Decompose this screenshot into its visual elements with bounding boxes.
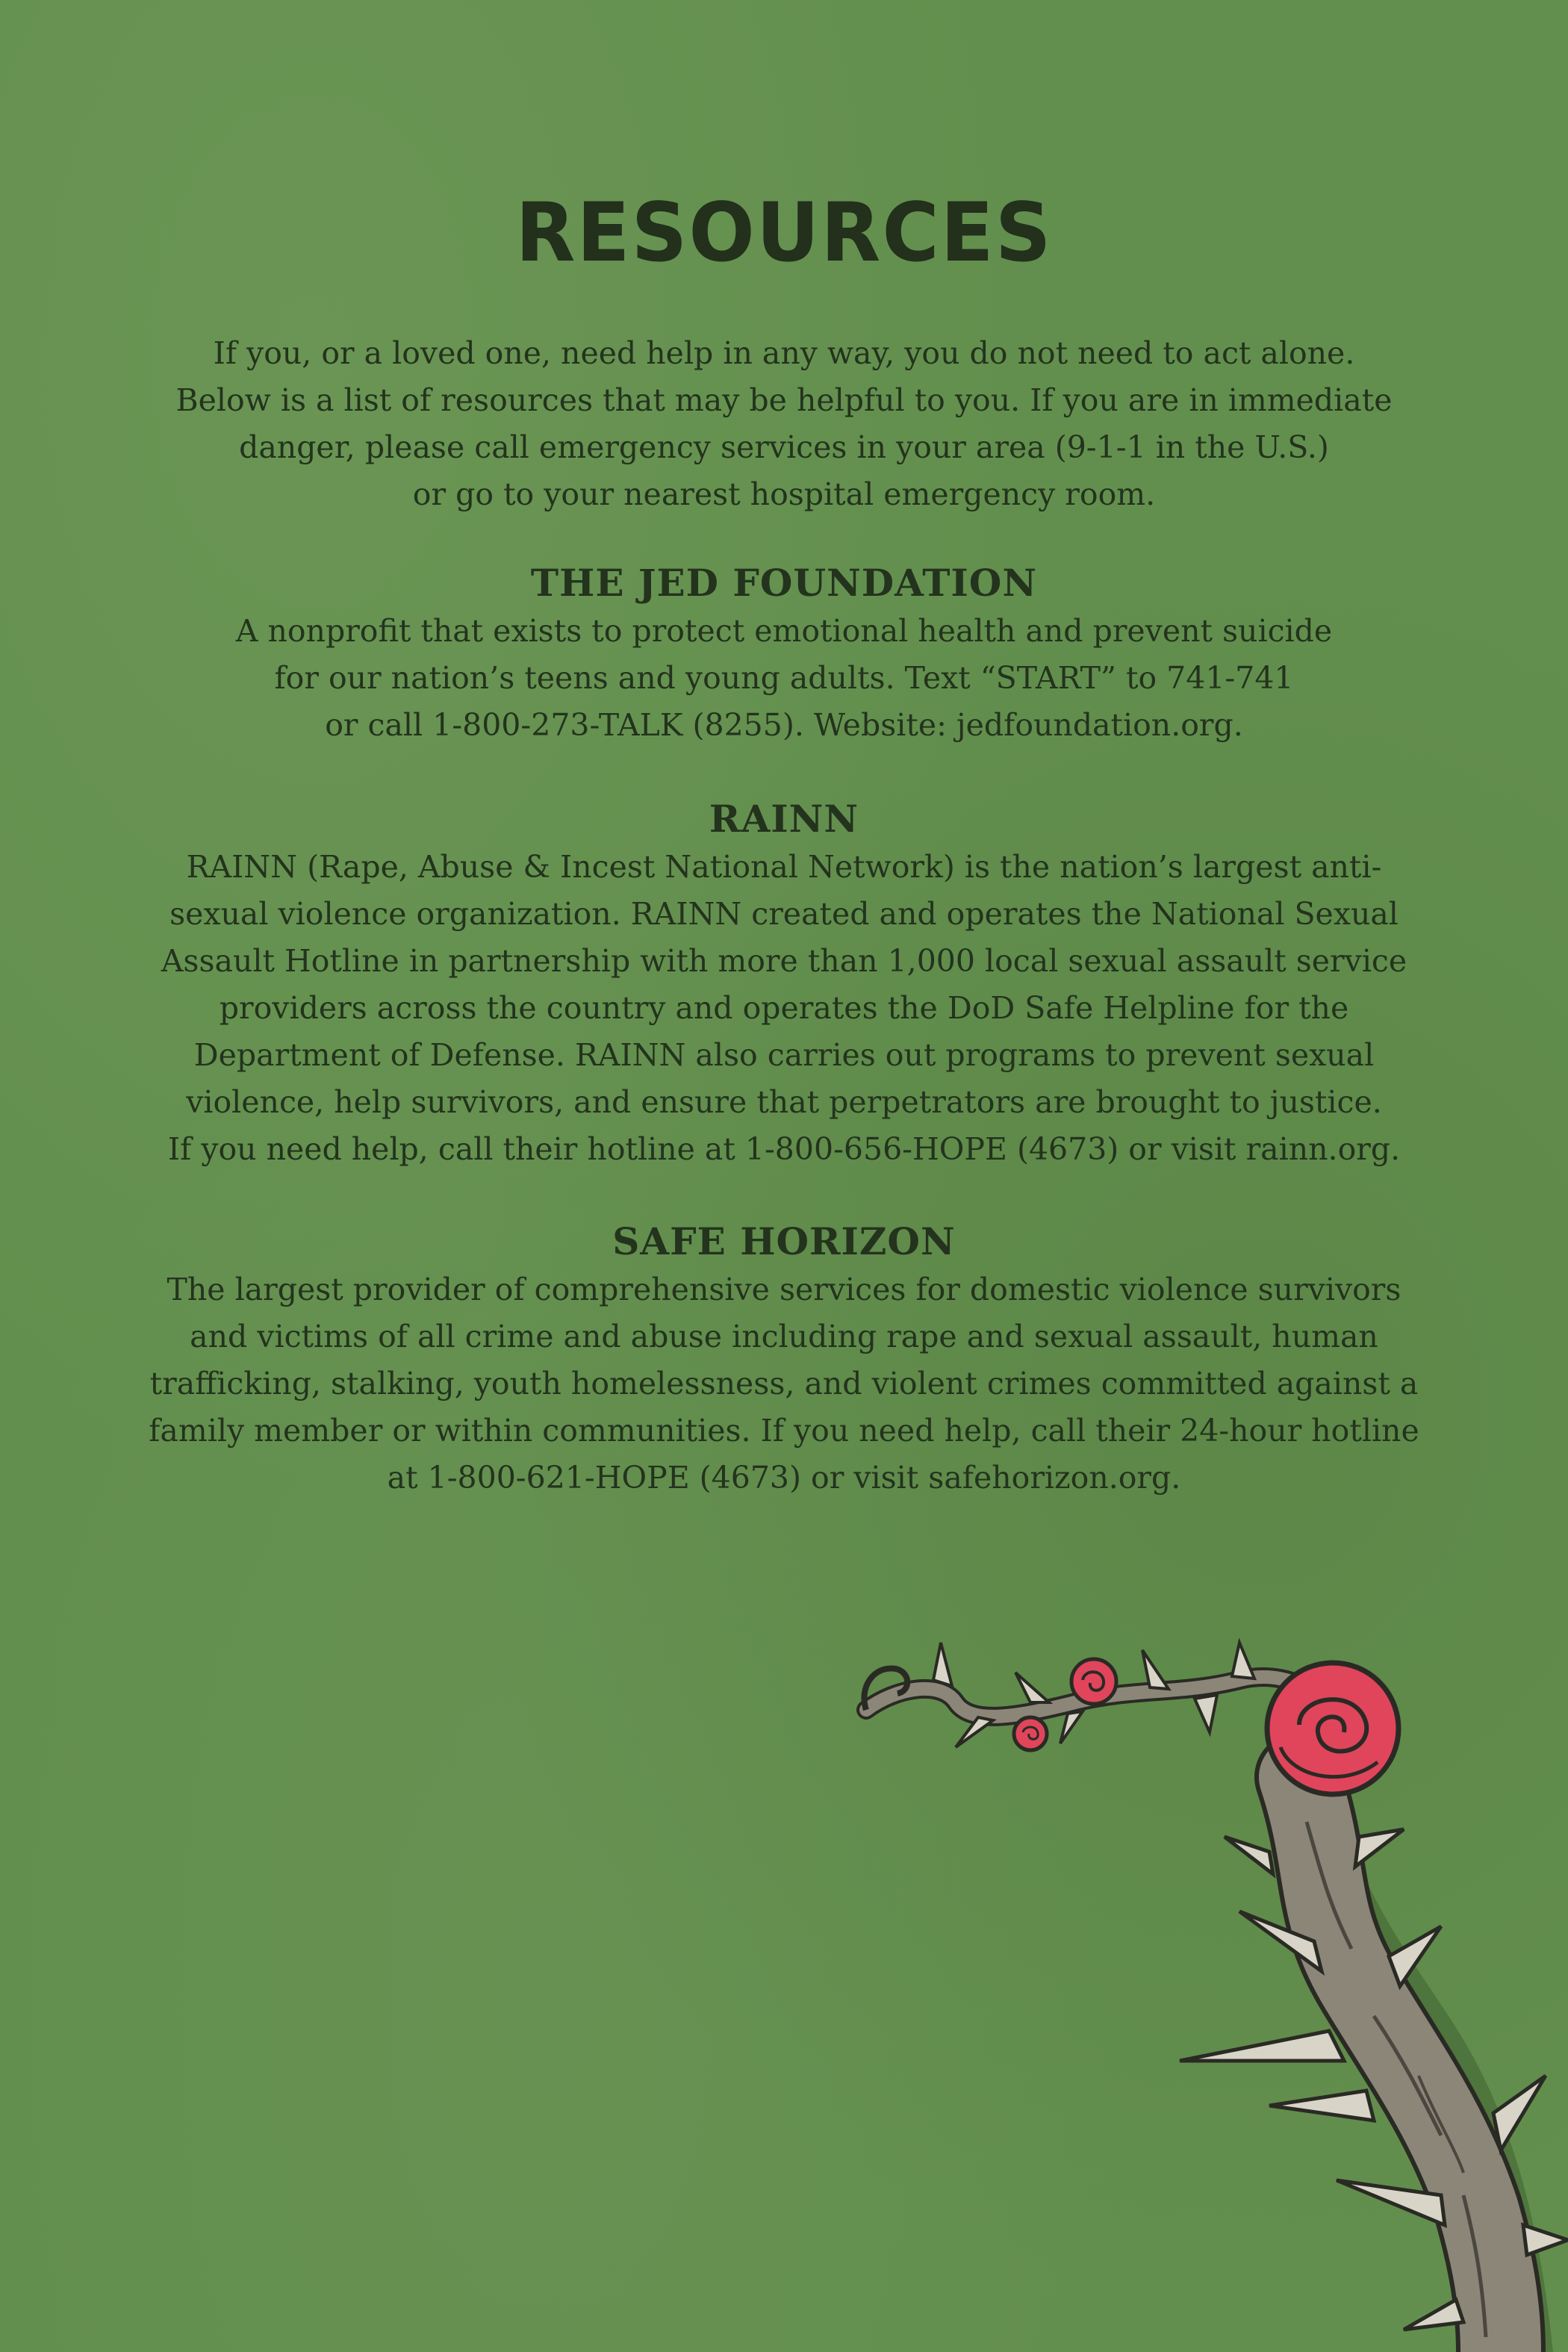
section-line: A nonprofit that exists to protect emotional health and prevent suicide [235,613,1333,649]
section-safe-horizon [112,1217,1456,1502]
section-line: The largest provider of comprehensive services for domestic violence survivors [167,1272,1401,1307]
section-rainn [112,794,1456,1173]
thorn [1015,1673,1049,1702]
section-line: Department of Defense. RAINN also carries out programs to prevent sexual [193,1037,1375,1073]
page-title: RESOURCES [515,184,1053,281]
thorn [1180,2031,1344,2061]
rose-large [1267,1663,1399,1794]
section-line: violence, help survivors, and ensure that perpetrators are brought to justice. [186,1084,1382,1120]
section-line: RAINN (Rape, Abuse & Incest National Network) is the nation’s largest anti- [186,849,1382,885]
section-line: providers across the country and operates the DoD Safe Helpline for the [219,990,1349,1026]
section-line: for our nation’s teens and young adults. Text “START” to 741-741 [274,660,1294,696]
rose-small [1071,1659,1116,1704]
section-line: or call 1-800-273-TALK (8255). Website: jedfoundation.org. [325,707,1243,743]
thorn [1404,2300,1463,2330]
section-line: family member or within communities. If you need help, call their 24-hour hotline [149,1413,1419,1449]
thorn [1493,2076,1546,2150]
section-heading: SAFE HORIZON [612,1219,956,1263]
section-line: trafficking, stalking, youth homelessness, and violent crimes committed against a [149,1366,1419,1401]
thorn [1195,1695,1217,1732]
section-line: Assault Hotline in partnership with more than 1,000 local sexual assault service [161,943,1407,979]
thorn [1225,1837,1273,1874]
intro-line: danger, please call emergency services in your area (9-1-1 in the U.S.) [239,429,1329,465]
rose-small [1014,1717,1047,1750]
thorn [933,1643,952,1686]
section-heading: RAINN [709,797,859,841]
intro-paragraph [112,330,1456,518]
section-line: at 1-800-621-HOPE (4673) or visit safehorizon.org. [387,1460,1181,1496]
intro-line: If you, or a loved one, need help in any way, you do not need to act alone. [213,335,1355,371]
section-jed-foundation [112,559,1456,749]
thorn [1060,1711,1083,1743]
thorn [1523,2225,1568,2255]
thorn [956,1717,993,1747]
section-line: and victims of all crime and abuse including rape and sexual assault, human [190,1319,1378,1354]
thorn [1232,1643,1254,1679]
thorny-rose-vine-illustration [851,1628,1568,2352]
section-line: sexual violence organization. RAINN created and operates the National Sexual [169,896,1399,932]
intro-line: Below is a list of resources that may be helpful to you. If you are in immediate [175,382,1393,418]
section-heading: THE JED FOUNDATION [530,561,1038,605]
thorn [1269,2091,1374,2121]
intro-line: or go to your nearest hospital emergency room. [412,476,1156,512]
section-line: If you need help, call their hotline at 1-800-656-HOPE (4673) or visit rainn.org. [167,1131,1401,1167]
thorn [1355,1829,1404,1867]
